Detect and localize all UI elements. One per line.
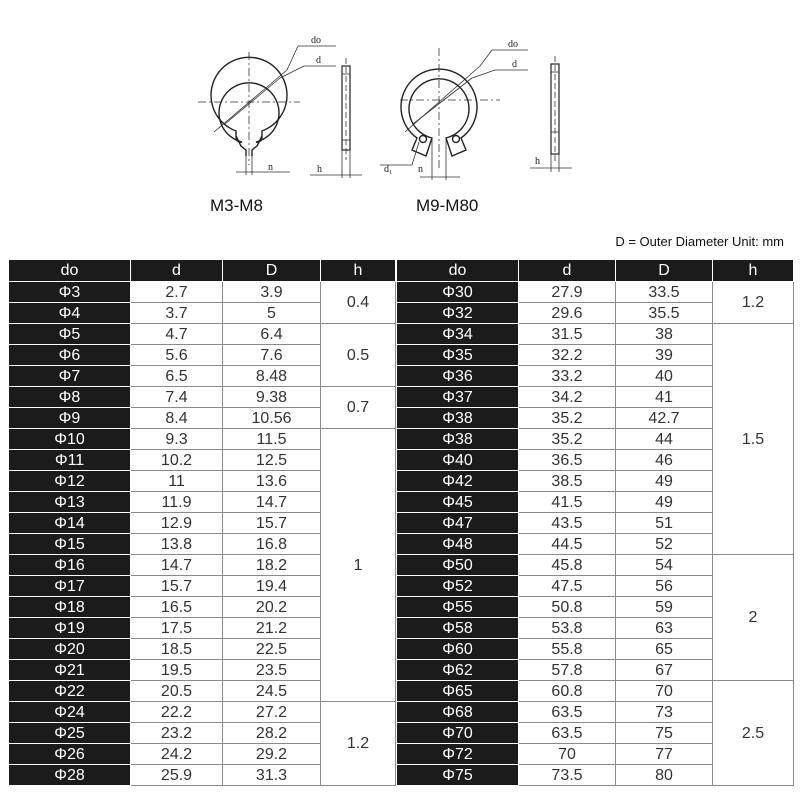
cell-d: 35.2 (519, 408, 616, 429)
cell-D: 77 (616, 744, 713, 765)
cell-d: 43.5 (519, 513, 616, 534)
cell-do: Φ30 (397, 282, 519, 303)
cell-D: 5 (223, 303, 321, 324)
cell-D: 51 (616, 513, 713, 534)
cell-h: 1.5 (713, 324, 794, 555)
cell-D: 27.2 (223, 702, 321, 723)
cell-D: 49 (616, 492, 713, 513)
cell-D: 29.2 (223, 744, 321, 765)
cell-d: 55.8 (519, 639, 616, 660)
cell-do: Φ28 (9, 765, 131, 786)
cell-d: 27.9 (519, 282, 616, 303)
cell-d: 6.5 (131, 366, 223, 387)
cell-D: 39 (616, 345, 713, 366)
cell-D: 75 (616, 723, 713, 744)
cell-d: 17.5 (131, 618, 223, 639)
cell-D: 46 (616, 450, 713, 471)
cell-h: 0.4 (321, 282, 396, 324)
header-D: D (616, 260, 713, 282)
cell-do: Φ5 (9, 324, 131, 345)
label-h: h (535, 156, 540, 167)
label-d: d (316, 55, 321, 66)
cell-D: 10.56 (223, 408, 321, 429)
cell-D: 11.5 (223, 429, 321, 450)
label-d: d (512, 59, 517, 70)
cell-d: 73.5 (519, 765, 616, 786)
cell-do: Φ58 (397, 618, 519, 639)
table-row (9, 282, 396, 303)
cell-d: 50.8 (519, 597, 616, 618)
cell-D: 14.7 (223, 492, 321, 513)
table-row (9, 702, 396, 723)
cell-D: 42.7 (616, 408, 713, 429)
cell-D: 73 (616, 702, 713, 723)
cell-D: 35.5 (616, 303, 713, 324)
cell-D: 40 (616, 366, 713, 387)
cell-D: 49 (616, 471, 713, 492)
cell-d: 41.5 (519, 492, 616, 513)
cell-D: 41 (616, 387, 713, 408)
cell-d: 10.2 (131, 450, 223, 471)
cell-D: 70 (616, 681, 713, 702)
cell-do: Φ11 (9, 450, 131, 471)
cell-d: 29.6 (519, 303, 616, 324)
table-row (397, 555, 794, 576)
cell-do: Φ70 (397, 723, 519, 744)
cell-d: 36.5 (519, 450, 616, 471)
cell-do: Φ38 (397, 408, 519, 429)
cell-do: Φ32 (397, 303, 519, 324)
cell-do: Φ45 (397, 492, 519, 513)
cell-D: 13.6 (223, 471, 321, 492)
cell-d: 70 (519, 744, 616, 765)
header-d: d (519, 260, 616, 282)
cell-d: 9.3 (131, 429, 223, 450)
spec-table-right (396, 259, 794, 786)
cell-do: Φ14 (9, 513, 131, 534)
cell-do: Φ52 (397, 576, 519, 597)
cell-d: 57.8 (519, 660, 616, 681)
cell-D: 54 (616, 555, 713, 576)
cell-D: 20.2 (223, 597, 321, 618)
table-row (397, 681, 794, 702)
cell-d: 8.4 (131, 408, 223, 429)
label-n: n (418, 164, 423, 175)
cell-D: 15.7 (223, 513, 321, 534)
header-D: D (223, 260, 321, 282)
cell-h: 1 (321, 429, 396, 702)
cell-do: Φ13 (9, 492, 131, 513)
cell-do: Φ62 (397, 660, 519, 681)
cell-do: Φ17 (9, 576, 131, 597)
cell-d: 11.9 (131, 492, 223, 513)
table-row (397, 324, 794, 345)
cell-D: 19.4 (223, 576, 321, 597)
cell-do: Φ12 (9, 471, 131, 492)
cell-D: 44 (616, 429, 713, 450)
cell-D: 3.9 (223, 282, 321, 303)
cell-D: 22.5 (223, 639, 321, 660)
cell-do: Φ60 (397, 639, 519, 660)
cell-d: 63.5 (519, 723, 616, 744)
cell-d: 44.5 (519, 534, 616, 555)
cell-d: 15.7 (131, 576, 223, 597)
cell-d: 22.2 (131, 702, 223, 723)
cell-d: 5.6 (131, 345, 223, 366)
cell-d: 20.5 (131, 681, 223, 702)
cell-D: 31.3 (223, 765, 321, 786)
cell-d: 24.2 (131, 744, 223, 765)
cell-D: 24.5 (223, 681, 321, 702)
table-row (9, 387, 396, 408)
cell-D: 23.5 (223, 660, 321, 681)
cell-d: 34.2 (519, 387, 616, 408)
cell-do: Φ8 (9, 387, 131, 408)
cell-do: Φ47 (397, 513, 519, 534)
cell-D: 52 (616, 534, 713, 555)
cell-do: Φ34 (397, 324, 519, 345)
cell-do: Φ24 (9, 702, 131, 723)
cell-d: 4.7 (131, 324, 223, 345)
cell-do: Φ68 (397, 702, 519, 723)
cell-do: Φ15 (9, 534, 131, 555)
cell-d: 63.5 (519, 702, 616, 723)
cell-h: 1.2 (713, 282, 794, 324)
cell-D: 33.5 (616, 282, 713, 303)
cell-do: Φ6 (9, 345, 131, 366)
cell-D: 7.6 (223, 345, 321, 366)
cell-do: Φ40 (397, 450, 519, 471)
cell-D: 18.2 (223, 555, 321, 576)
cell-d: 35.2 (519, 429, 616, 450)
cell-d: 16.5 (131, 597, 223, 618)
cell-do: Φ9 (9, 408, 131, 429)
cell-h: 0.7 (321, 387, 396, 429)
cell-do: Φ18 (9, 597, 131, 618)
cell-do: Φ72 (397, 744, 519, 765)
cell-h: 0.5 (321, 324, 396, 387)
header-d: d (131, 260, 223, 282)
cell-do: Φ37 (397, 387, 519, 408)
circlip-diagrams (0, 0, 800, 230)
cell-D: 67 (616, 660, 713, 681)
cell-d: 19.5 (131, 660, 223, 681)
label-do: do (508, 39, 518, 50)
cell-d: 33.2 (519, 366, 616, 387)
cell-d: 31.5 (519, 324, 616, 345)
cell-do: Φ48 (397, 534, 519, 555)
cell-d: 23.2 (131, 723, 223, 744)
cell-do: Φ75 (397, 765, 519, 786)
cell-D: 59 (616, 597, 713, 618)
cell-do: Φ4 (9, 303, 131, 324)
cell-D: 8.48 (223, 366, 321, 387)
cell-d: 25.9 (131, 765, 223, 786)
cell-do: Φ35 (397, 345, 519, 366)
table-row (9, 429, 396, 450)
cell-d: 12.9 (131, 513, 223, 534)
header-do: do (9, 260, 131, 282)
cell-do: Φ65 (397, 681, 519, 702)
cell-do: Φ38 (397, 429, 519, 450)
cell-h: 2.5 (713, 681, 794, 786)
cell-do: Φ55 (397, 597, 519, 618)
cell-do: Φ22 (9, 681, 131, 702)
table-row (9, 324, 396, 345)
cell-do: Φ7 (9, 366, 131, 387)
cell-D: 65 (616, 639, 713, 660)
header-h: h (713, 260, 794, 282)
cell-do: Φ50 (397, 555, 519, 576)
cell-d: 38.5 (519, 471, 616, 492)
cell-d: 7.4 (131, 387, 223, 408)
cell-do: Φ19 (9, 618, 131, 639)
cell-D: 9.38 (223, 387, 321, 408)
cell-D: 16.8 (223, 534, 321, 555)
spec-table-left (8, 259, 396, 786)
cell-do: Φ21 (9, 660, 131, 681)
cell-do: Φ16 (9, 555, 131, 576)
cell-D: 38 (616, 324, 713, 345)
table-row (397, 282, 794, 303)
cell-d: 45.8 (519, 555, 616, 576)
caption-m9-m80: M9-M80 (416, 196, 479, 215)
cell-d: 47.5 (519, 576, 616, 597)
cell-d: 14.7 (131, 555, 223, 576)
header-h: h (321, 260, 396, 282)
cell-h: 1.2 (321, 702, 396, 786)
label-n: n (268, 162, 273, 173)
cell-do: Φ3 (9, 282, 131, 303)
cell-D: 63 (616, 618, 713, 639)
cell-d: 3.7 (131, 303, 223, 324)
header-do: do (397, 260, 519, 282)
label-d1: d₁ (384, 164, 393, 175)
cell-do: Φ26 (9, 744, 131, 765)
unit-note: D = Outer Diameter Unit: mm (615, 234, 784, 249)
cell-do: Φ25 (9, 723, 131, 744)
cell-d: 53.8 (519, 618, 616, 639)
cell-do: Φ36 (397, 366, 519, 387)
cell-d: 60.8 (519, 681, 616, 702)
cell-do: Φ10 (9, 429, 131, 450)
cell-D: 28.2 (223, 723, 321, 744)
cell-d: 13.8 (131, 534, 223, 555)
cell-D: 21.2 (223, 618, 321, 639)
label-do: do (311, 35, 321, 46)
cell-D: 6.4 (223, 324, 321, 345)
cell-do: Φ42 (397, 471, 519, 492)
caption-m3-m8: M3-M8 (210, 196, 263, 215)
cell-D: 12.5 (223, 450, 321, 471)
cell-d: 32.2 (519, 345, 616, 366)
cell-h: 2 (713, 555, 794, 681)
cell-d: 18.5 (131, 639, 223, 660)
label-h: h (317, 164, 322, 175)
cell-D: 80 (616, 765, 713, 786)
cell-do: Φ20 (9, 639, 131, 660)
cell-d: 2.7 (131, 282, 223, 303)
cell-d: 11 (131, 471, 223, 492)
cell-D: 56 (616, 576, 713, 597)
